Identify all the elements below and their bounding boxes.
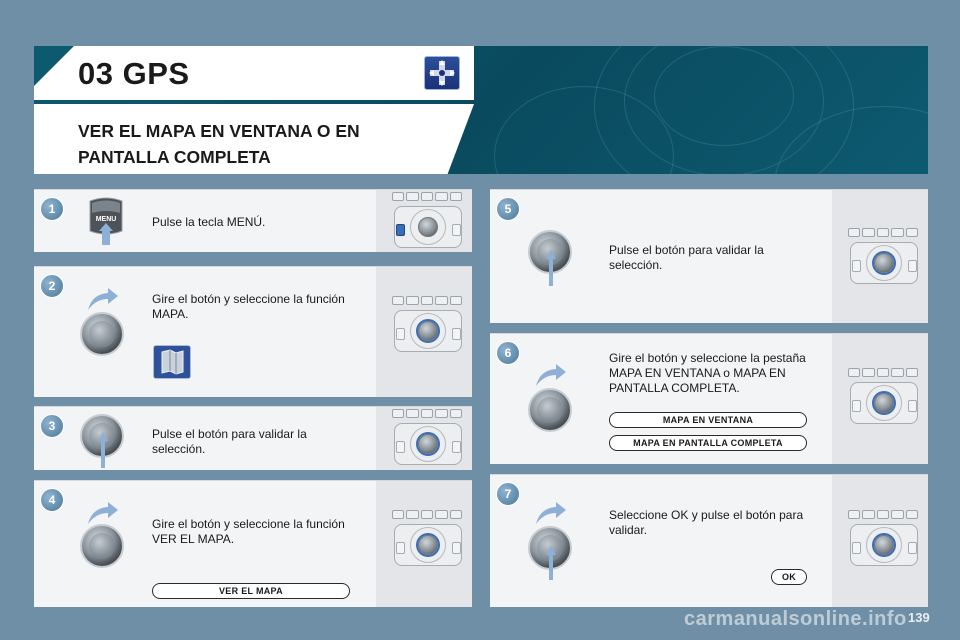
press-arrow-icon — [546, 250, 556, 286]
radio-panel-4 — [388, 510, 464, 568]
step-number-4: 4 — [40, 488, 64, 512]
rotate-arrow-icon — [84, 286, 120, 312]
step-text-3: Pulse el botón para validar la selección. — [152, 427, 307, 456]
step-number-5: 5 — [496, 197, 520, 221]
page-subtitle: VER EL MAPA EN VENTANA O EN PANTALLA COMPLETA — [78, 121, 360, 167]
press-arrow-icon — [546, 546, 556, 580]
press-arrow-icon — [98, 432, 108, 468]
step-number-7: 7 — [496, 482, 520, 506]
rotate-arrow-icon — [532, 500, 568, 526]
step-text-5: Pulse el botón para validar la selección. — [609, 243, 764, 272]
radio-panel-6 — [844, 368, 920, 426]
step-number-3: 3 — [40, 414, 64, 438]
option-mapa-en-ventana: MAPA EN VENTANA — [609, 412, 807, 428]
gps-navigation-icon — [424, 56, 460, 90]
watermark: carmanualsonline.info — [684, 608, 907, 630]
control-knob-6 — [528, 388, 572, 432]
control-knob-4 — [80, 524, 124, 568]
rotate-arrow-icon — [532, 362, 568, 388]
radio-panel-2 — [388, 296, 464, 354]
step-text-7: Seleccione OK y pulse el botón para validar. — [609, 508, 804, 537]
radio-panel-7 — [844, 510, 920, 568]
menu-key-label: MENU — [95, 216, 117, 223]
rotate-arrow-icon — [84, 500, 120, 526]
step-text-2: Gire el botón y seleccione la función MAPA. — [152, 292, 345, 321]
control-knob-2 — [80, 312, 124, 356]
step-number-2: 2 — [40, 274, 64, 298]
radio-panel-5 — [844, 228, 920, 286]
step-number-6: 6 — [496, 341, 520, 365]
option-ok: OK — [771, 569, 807, 585]
option-ver-el-mapa: VER EL MAPA — [152, 583, 350, 599]
page-number: 139 — [908, 610, 930, 625]
step-text-4: Gire el botón y seleccione la función VER EL MAPA. — [152, 517, 345, 546]
step-number-1: 1 — [40, 197, 64, 221]
radio-panel-3 — [388, 409, 464, 467]
option-mapa-en-pantalla-completa: MAPA EN PANTALLA COMPLETA — [609, 435, 807, 451]
menu-key-icon — [86, 197, 126, 251]
map-function-icon — [153, 345, 191, 379]
step-text-1: Pulse la tecla MENÚ. — [152, 215, 266, 229]
section-title: 03 GPS — [78, 56, 190, 91]
radio-panel-1 — [388, 192, 464, 250]
step-text-6: Gire el botón y seleccione la pestaña MAPA EN VENTANA o MAPA EN PANTALLA COMPLETA. — [609, 351, 806, 395]
